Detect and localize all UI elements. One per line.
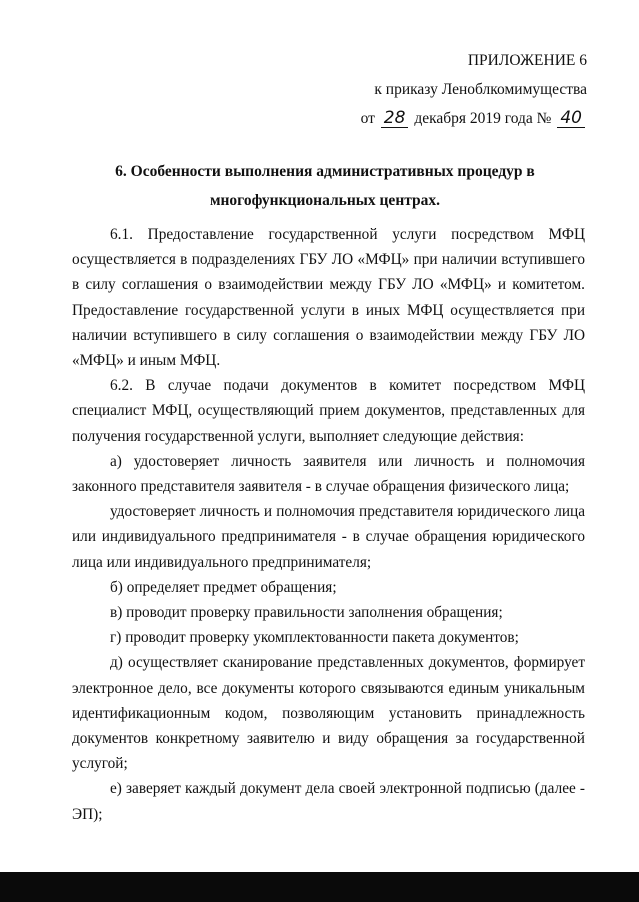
- section-title-line-2: многофункциональных центрах.: [209, 192, 441, 209]
- list-item-b: б) определяет предмет обращения;: [110, 578, 337, 596]
- order-date-line: [361, 104, 587, 133]
- list-item-a: а) удостоверяет личность заявителя или личность и полномочия законного представителя заявителя - в случае обращения физического лица;: [72, 452, 585, 496]
- section-title: [60, 157, 590, 215]
- appendix-header: [361, 46, 587, 133]
- document-body: [72, 222, 585, 827]
- handwritten-day: 28: [381, 110, 409, 128]
- list-item-v: в) проводит проверку правильности заполнения обращения;: [110, 604, 503, 622]
- date-prefix: от: [360, 110, 375, 127]
- list-item-a-continued: удостоверяет личность и полномочия представителя юридического лица или индивидуального предпринимателя - в случае обращения юридического лица или индивидуального предпринимателя;: [72, 503, 585, 571]
- date-middle: декабря 2019 года №: [414, 110, 552, 127]
- paragraph-6-1: 6.1. Предоставление государственной услуги посредством МФЦ осуществляется в подразделениях ГБУ ЛО «МФЦ» при наличии вступившего в силу соглашения о взаимодействии между ГБУ ЛО «МФЦ» и комитетом. Предоставление государственной услуги в иных МФЦ осуществляется при наличии вступившего в силу соглашения о взаимодействии между ГБУ ЛО «МФЦ» и иным МФЦ.: [72, 226, 585, 370]
- appendix-number: ПРИЛОЖЕНИЕ 6: [467, 52, 587, 69]
- paragraph-6-2: 6.2. В случае подачи документов в комитет посредством МФЦ специалист МФЦ, осуществляющий прием документов, представленных для получения государственной услуги, выполняет следующие действия:: [72, 377, 585, 445]
- list-item-d: д) осуществляет сканирование представленных документов, формирует электронное дело, все документы которого связываются единым уникальным идентификационным кодом, позволяющим установить принадлежность документов конкретному заявителю и виду обращения за государственной услугой;: [72, 654, 585, 773]
- order-reference: к приказу Леноблкомимущества: [374, 81, 587, 98]
- scan-bottom-edge: [0, 872, 639, 902]
- section-title-line-1: 6. Особенности выполнения административных процедур в: [115, 163, 535, 180]
- list-item-e: е) заверяет каждый документ дела своей электронной подписью (далее - ЭП);: [72, 780, 585, 823]
- handwritten-number: 40: [557, 110, 585, 128]
- list-item-g: г) проводит проверку укомплектованности пакета документов;: [110, 629, 519, 647]
